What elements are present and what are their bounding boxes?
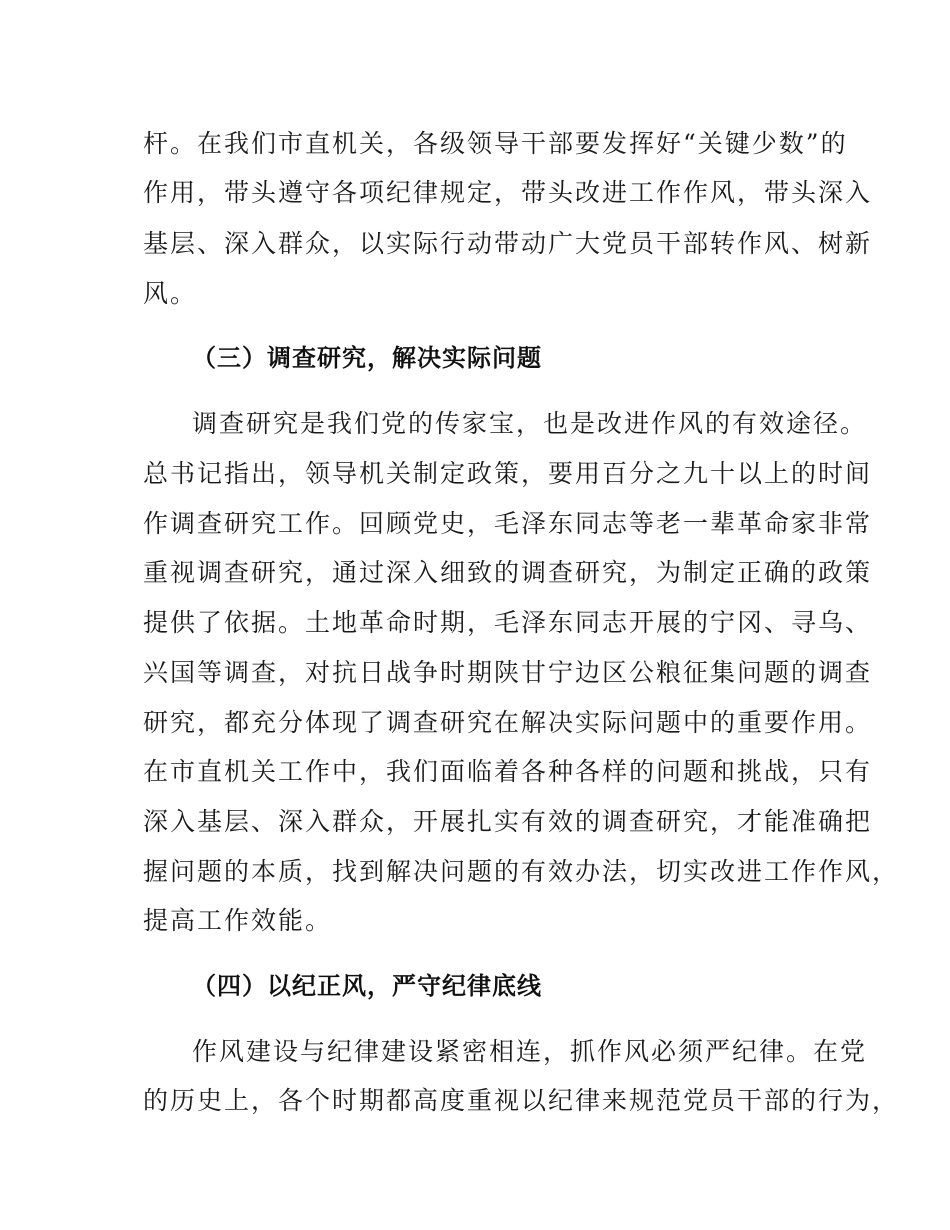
section-heading-3: （三）调查研究，解决实际问题 bbox=[192, 344, 542, 372]
paragraph-2-line-3: 作调查研究工作。回顾党史，毛泽东同志等老一辈革命家非常 bbox=[143, 509, 873, 538]
paragraph-3-line-2: 的历史上，各个时期都高度重视以纪律来规范党员干部的行为， bbox=[143, 1086, 900, 1115]
paragraph-2-line-1: 调查研究是我们党的传家宝，也是改进作风的有效途径。 bbox=[192, 409, 868, 438]
paragraph-1-line-2: 作用，带头遵守各项纪律规定，带头改进工作作风，带头深入 bbox=[143, 178, 873, 207]
paragraph-1-line-4: 风。 bbox=[143, 279, 198, 308]
paragraph-1-line-3: 基层、深入群众，以实际行动带动广大党员干部转作风、树新 bbox=[143, 229, 873, 258]
paragraph-2-line-7: 研究，都充分体现了调查研究在解决实际问题中的重要作用。 bbox=[143, 708, 873, 737]
paragraph-3-line-1: 作风建设与纪律建设紧密相连，抓作风必须严纪律。在党 bbox=[192, 1037, 868, 1066]
paragraph-2-line-2: 总书记指出，领导机关制定政策，要用百分之九十以上的时间 bbox=[143, 459, 873, 488]
paragraph-2-line-6: 兴国等调查，对抗日战争时期陕甘宁边区公粮征集问题的调查 bbox=[143, 658, 873, 687]
paragraph-2-line-8: 在市直机关工作中，我们面临着各种各样的问题和挑战，只有 bbox=[143, 757, 873, 786]
paragraph-1-line-1: 杆。在我们市直机关，各级领导干部要发挥好“关键少数”的 bbox=[143, 129, 848, 158]
paragraph-2-line-4: 重视调查研究，通过深入细致的调查研究，为制定正确的政策 bbox=[143, 558, 873, 587]
paragraph-2-line-9: 深入基层、深入群众，开展扎实有效的调查研究，才能准确把 bbox=[143, 807, 873, 836]
paragraph-2-line-11: 提高工作效能。 bbox=[143, 906, 333, 935]
paragraph-2-line-10: 握问题的本质，找到解决问题的有效办法，切实改进工作作风， bbox=[143, 857, 900, 886]
paragraph-2-line-5: 提供了依据。土地革命时期，毛泽东同志开展的宁冈、寻乌、 bbox=[143, 608, 873, 637]
section-heading-4: （四）以纪正风，严守纪律底线 bbox=[192, 972, 542, 1000]
